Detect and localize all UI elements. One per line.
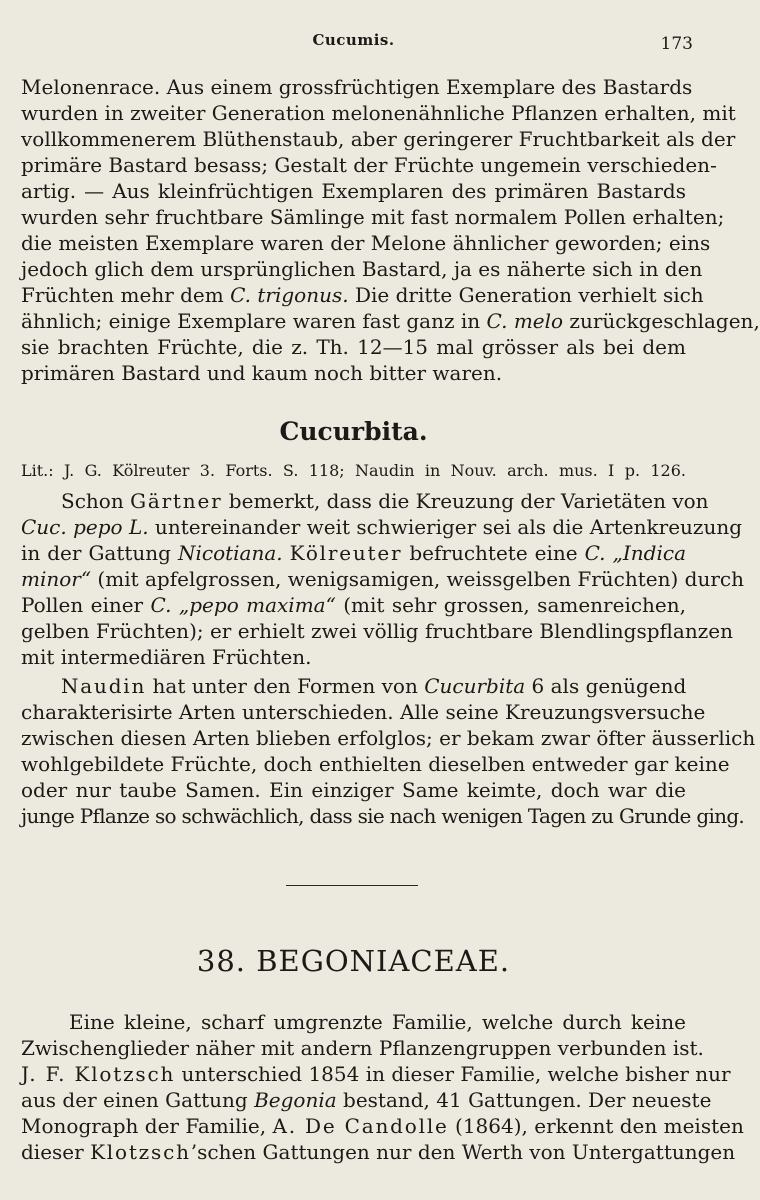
text-run: aus der einen Gattung (21, 1088, 255, 1112)
text-run: Früchten mehr dem (21, 283, 231, 307)
species-name: C. melo (486, 309, 564, 333)
author-name: Klotzsch (90, 1140, 191, 1164)
text-run: unterschied 1854 in dieser Familie, welche bisher nur (175, 1062, 731, 1086)
text-line: Eine kleine, scharf umgrenzte Familie, welche durch keine (69, 1010, 686, 1034)
section-heading-cucurbita: Cucurbita. (279, 417, 428, 446)
text-line (21, 488, 709, 514)
text-line (21, 1139, 736, 1165)
literature-reference: Lit.: J. G. Kölreuter 3. Forts. S. 118; Naudin in Nouv. arch. mus. I p. 126. (21, 461, 686, 480)
text-run: befruchtete eine (402, 541, 585, 565)
author-name: Naudin (61, 674, 147, 698)
text-line: wohlgebildete Früchte, doch enthielten dieselben entweder gar keine (21, 752, 730, 776)
text-run: 6 als genügend (525, 674, 687, 698)
text-line (21, 540, 686, 566)
text-line: charakterisirte Arten unterschieden. Alle seine Kreuzungsversuche (21, 700, 706, 724)
text-run: ’schen Gattungen nur den Werth von Untergattungen (190, 1140, 736, 1164)
author-name: J. F. Klotzsch (21, 1062, 176, 1086)
text-line (21, 1061, 731, 1087)
text-line (21, 282, 704, 308)
text-run: (1864), erkennt den meisten (448, 1114, 744, 1138)
text-line (21, 566, 744, 592)
species-name: C. „Indica (584, 541, 686, 565)
text-run: Monograph der Familie, (21, 1114, 273, 1138)
text-line (21, 1113, 744, 1139)
text-line: primäre Bastard besass; Gestalt der Früchte ungemein verschieden- (21, 153, 717, 177)
species-name: Cuc. pepo L. (21, 515, 149, 539)
text-line: zwischen diesen Arten blieben erfolglos; er bekam zwar öfter äusserlich (21, 726, 756, 750)
text-run: untereinander weit schwieriger sei als die Artenkreuzung (148, 515, 743, 539)
text-line: Melonenrace. Aus einem grossfrüchtigen Exemplare des Bastards (21, 75, 693, 99)
text-line (21, 592, 686, 618)
text-run: Pollen einer (21, 593, 151, 617)
text-run: Die dritte Generation verhielt sich (348, 283, 704, 307)
text-run: in der Gattung (21, 541, 178, 565)
text-run: (mit sehr grossen, samenreichen, (335, 593, 687, 617)
section-divider (286, 885, 418, 886)
text-line: artig. — Aus kleinfrüchtigen Exemplaren des primären Bastards (21, 179, 686, 203)
text-line: vollkommenerem Blüthenstaub, aber geringerer Fruchtbarkeit als der (21, 127, 736, 151)
genus-name: Begonia (254, 1088, 337, 1112)
text-run: zurückgeschlagen, (563, 309, 760, 333)
text-run: dieser (21, 1140, 91, 1164)
text-run: bestand, 41 Gattungen. Der neueste (336, 1088, 712, 1112)
text-line: primären Bastard und kaum noch bitter waren. (21, 361, 503, 385)
text-run: hat unter den Formen von (146, 674, 425, 698)
text-line: Zwischenglieder näher mit andern Pflanzengruppen verbunden ist. (21, 1036, 704, 1060)
text-line (21, 514, 743, 540)
text-run: ähnlich; einige Exemplare waren fast ganz in (21, 309, 487, 333)
page-number: 173 (660, 34, 693, 54)
text-line: mit intermediären Früchten. (21, 645, 312, 669)
text-line: junge Pflanze so schwächlich, dass sie nach wenigen Tagen zu Grunde ging. (21, 804, 745, 828)
text-line: wurden sehr fruchtbare Sämlinge mit fast normalem Pollen erhalten; (21, 205, 725, 229)
text-run: bemerkt, dass die Kreuzung der Varietäten von (222, 489, 709, 513)
text-line: gelben Früchten); er erhielt zwei völlig fruchtbare Blendlingspflanzen (21, 619, 733, 643)
text-line: die meisten Exemplare waren der Melone ähnlicher geworden; eins (21, 231, 711, 255)
text-run: (mit apfelgrossen, wenigsamigen, weissgelben Früchten) durch (91, 567, 744, 591)
text-run: Schon (61, 489, 131, 513)
chapter-heading-begoniaceae: 38. BEGONIACEAE. (196, 944, 511, 978)
text-line: wurden in zweiter Generation melonenähnliche Pflanzen erhalten, mit (21, 101, 736, 125)
author-name: A. De Candolle (272, 1114, 449, 1138)
text-line (21, 1087, 712, 1113)
text-line: oder nur taube Samen. Ein einziger Same keimte, doch war die (21, 778, 686, 802)
author-name: Gärtner (130, 489, 223, 513)
species-name: minor“ (21, 567, 92, 591)
author-name: Kölreuter (289, 541, 403, 565)
text-line: sie brachten Früchte, die z. Th. 12—15 mal grösser als bei dem (21, 335, 686, 359)
text-line (21, 308, 760, 334)
text-run (283, 541, 290, 565)
text-line (21, 673, 686, 699)
species-name: C. trigonus. (230, 283, 349, 307)
genus-name: Nicotiana. (177, 541, 283, 565)
genus-name: Cucurbita (424, 674, 526, 698)
running-title: Cucumis. (312, 31, 395, 49)
text-line: jedoch glich dem ursprünglichen Bastard, ja es näherte sich in den (21, 257, 703, 281)
species-name: C. „pepo maxima“ (150, 593, 336, 617)
